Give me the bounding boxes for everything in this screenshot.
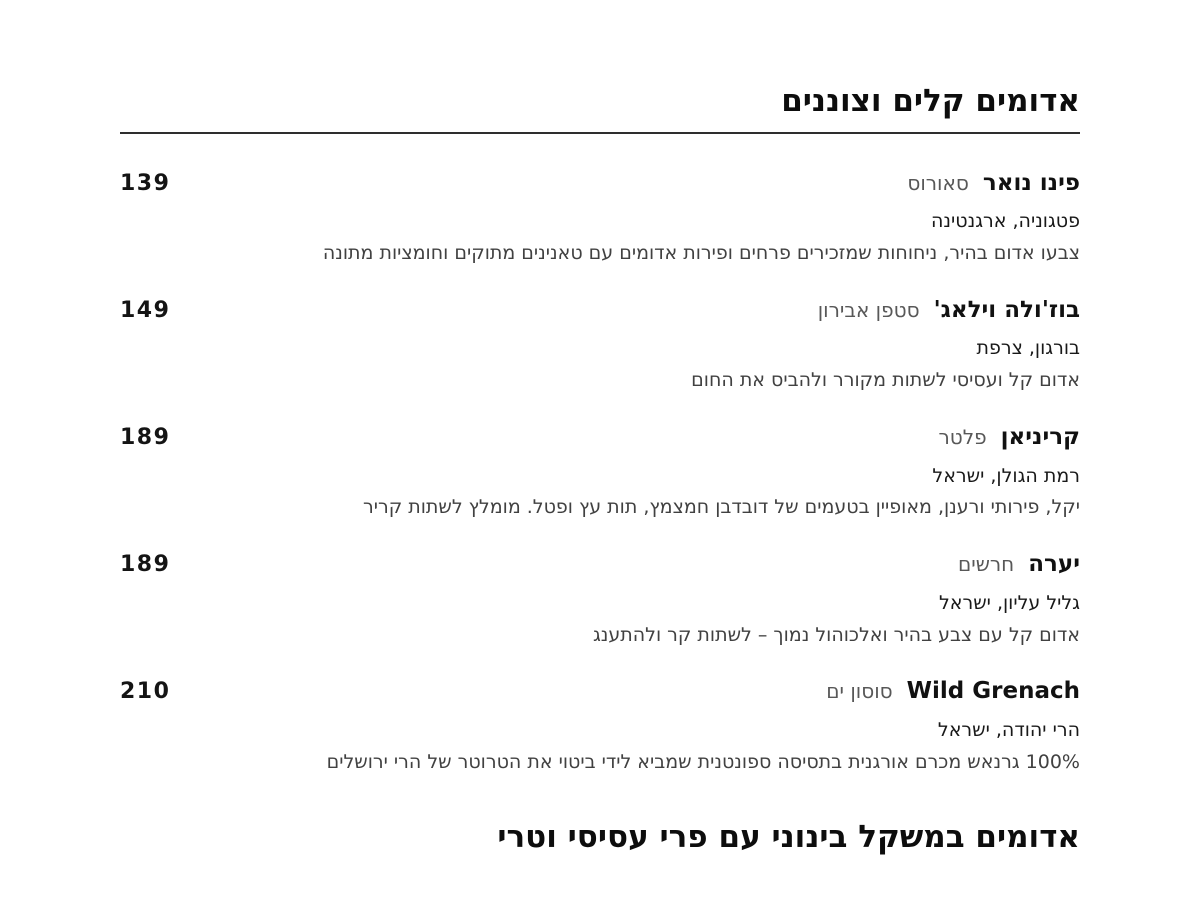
wine-name: בוז'ולה וילאג' [933,296,1080,323]
wine-price: 210 [120,679,171,705]
wine-description: 100% גרנאש מכרם אורגנית בתסיסה ספונטנית שמביא לידי ביטוי את הטרוטר של הרי ירושלים [326,750,1080,773]
wine-name: פינו נואר [982,169,1080,196]
wine-title [818,297,1080,325]
wine-producer: סטפן אבירון [817,297,920,322]
list-item [120,170,1080,265]
wine-producer: פלטר [938,425,987,450]
wine-price: 189 [120,552,171,578]
wine-head [120,170,1080,198]
wine-price: 189 [120,425,171,451]
list-item [120,297,1080,392]
wine-head [120,424,1080,452]
section-title-light-chilled-reds: אדומים קלים וצוננים [781,83,1080,119]
wine-region: רמת הגולן, ישראל [932,464,1080,487]
wine-description: צבעו אדום בהיר, ניחוחות שמזכירים פרחים ופירות אדומים עם טאנינים מתוקים וחומציות מתונה [322,242,1080,265]
wine-title [907,170,1080,198]
wine-name: קריניאן [1000,424,1080,451]
wine-title [958,551,1080,579]
wine-title [826,678,1080,706]
wine-region: הרי יהודה, ישראל [937,718,1080,741]
wine-description: אדום קל ועסיסי לשתות מקורר ולהביס את החום [691,369,1080,392]
wine-description: יקל, פירותי ורענן, מאופיין בטעמים של דובדבן חמצמץ, תות עץ ופטל. מומלץ לשתות קריר [363,496,1080,519]
wine-head [120,297,1080,325]
wine-price: 139 [120,170,171,196]
wine-list [120,170,1080,774]
section-divider [120,132,1080,134]
list-item [120,678,1080,773]
wine-name: Wild Grenach [906,678,1080,705]
wine-region: בורגון, צרפת [976,337,1080,360]
wine-producer: חרשים [957,552,1015,577]
section-title-medium-body-reds: אדומים במשקל בינוני עם פרי עסיסי וטרי [497,818,1080,855]
wine-producer: סאורוס [907,170,969,195]
wine-region: פטגוניה, ארגנטינה [931,210,1080,233]
list-item [120,551,1080,646]
wine-description: אדום קל עם צבע בהיר ואלכוהול נמוך – לשתות קר ולהתענג [592,623,1080,646]
wine-name: יערה [1028,551,1080,578]
wine-title [938,424,1080,452]
list-item [120,424,1080,519]
wine-head [120,551,1080,579]
wine-price: 149 [120,297,171,323]
wine-producer: סוסון ים [826,679,893,704]
wine-region: גליל עליון, ישראל [938,591,1080,614]
wine-head [120,678,1080,706]
